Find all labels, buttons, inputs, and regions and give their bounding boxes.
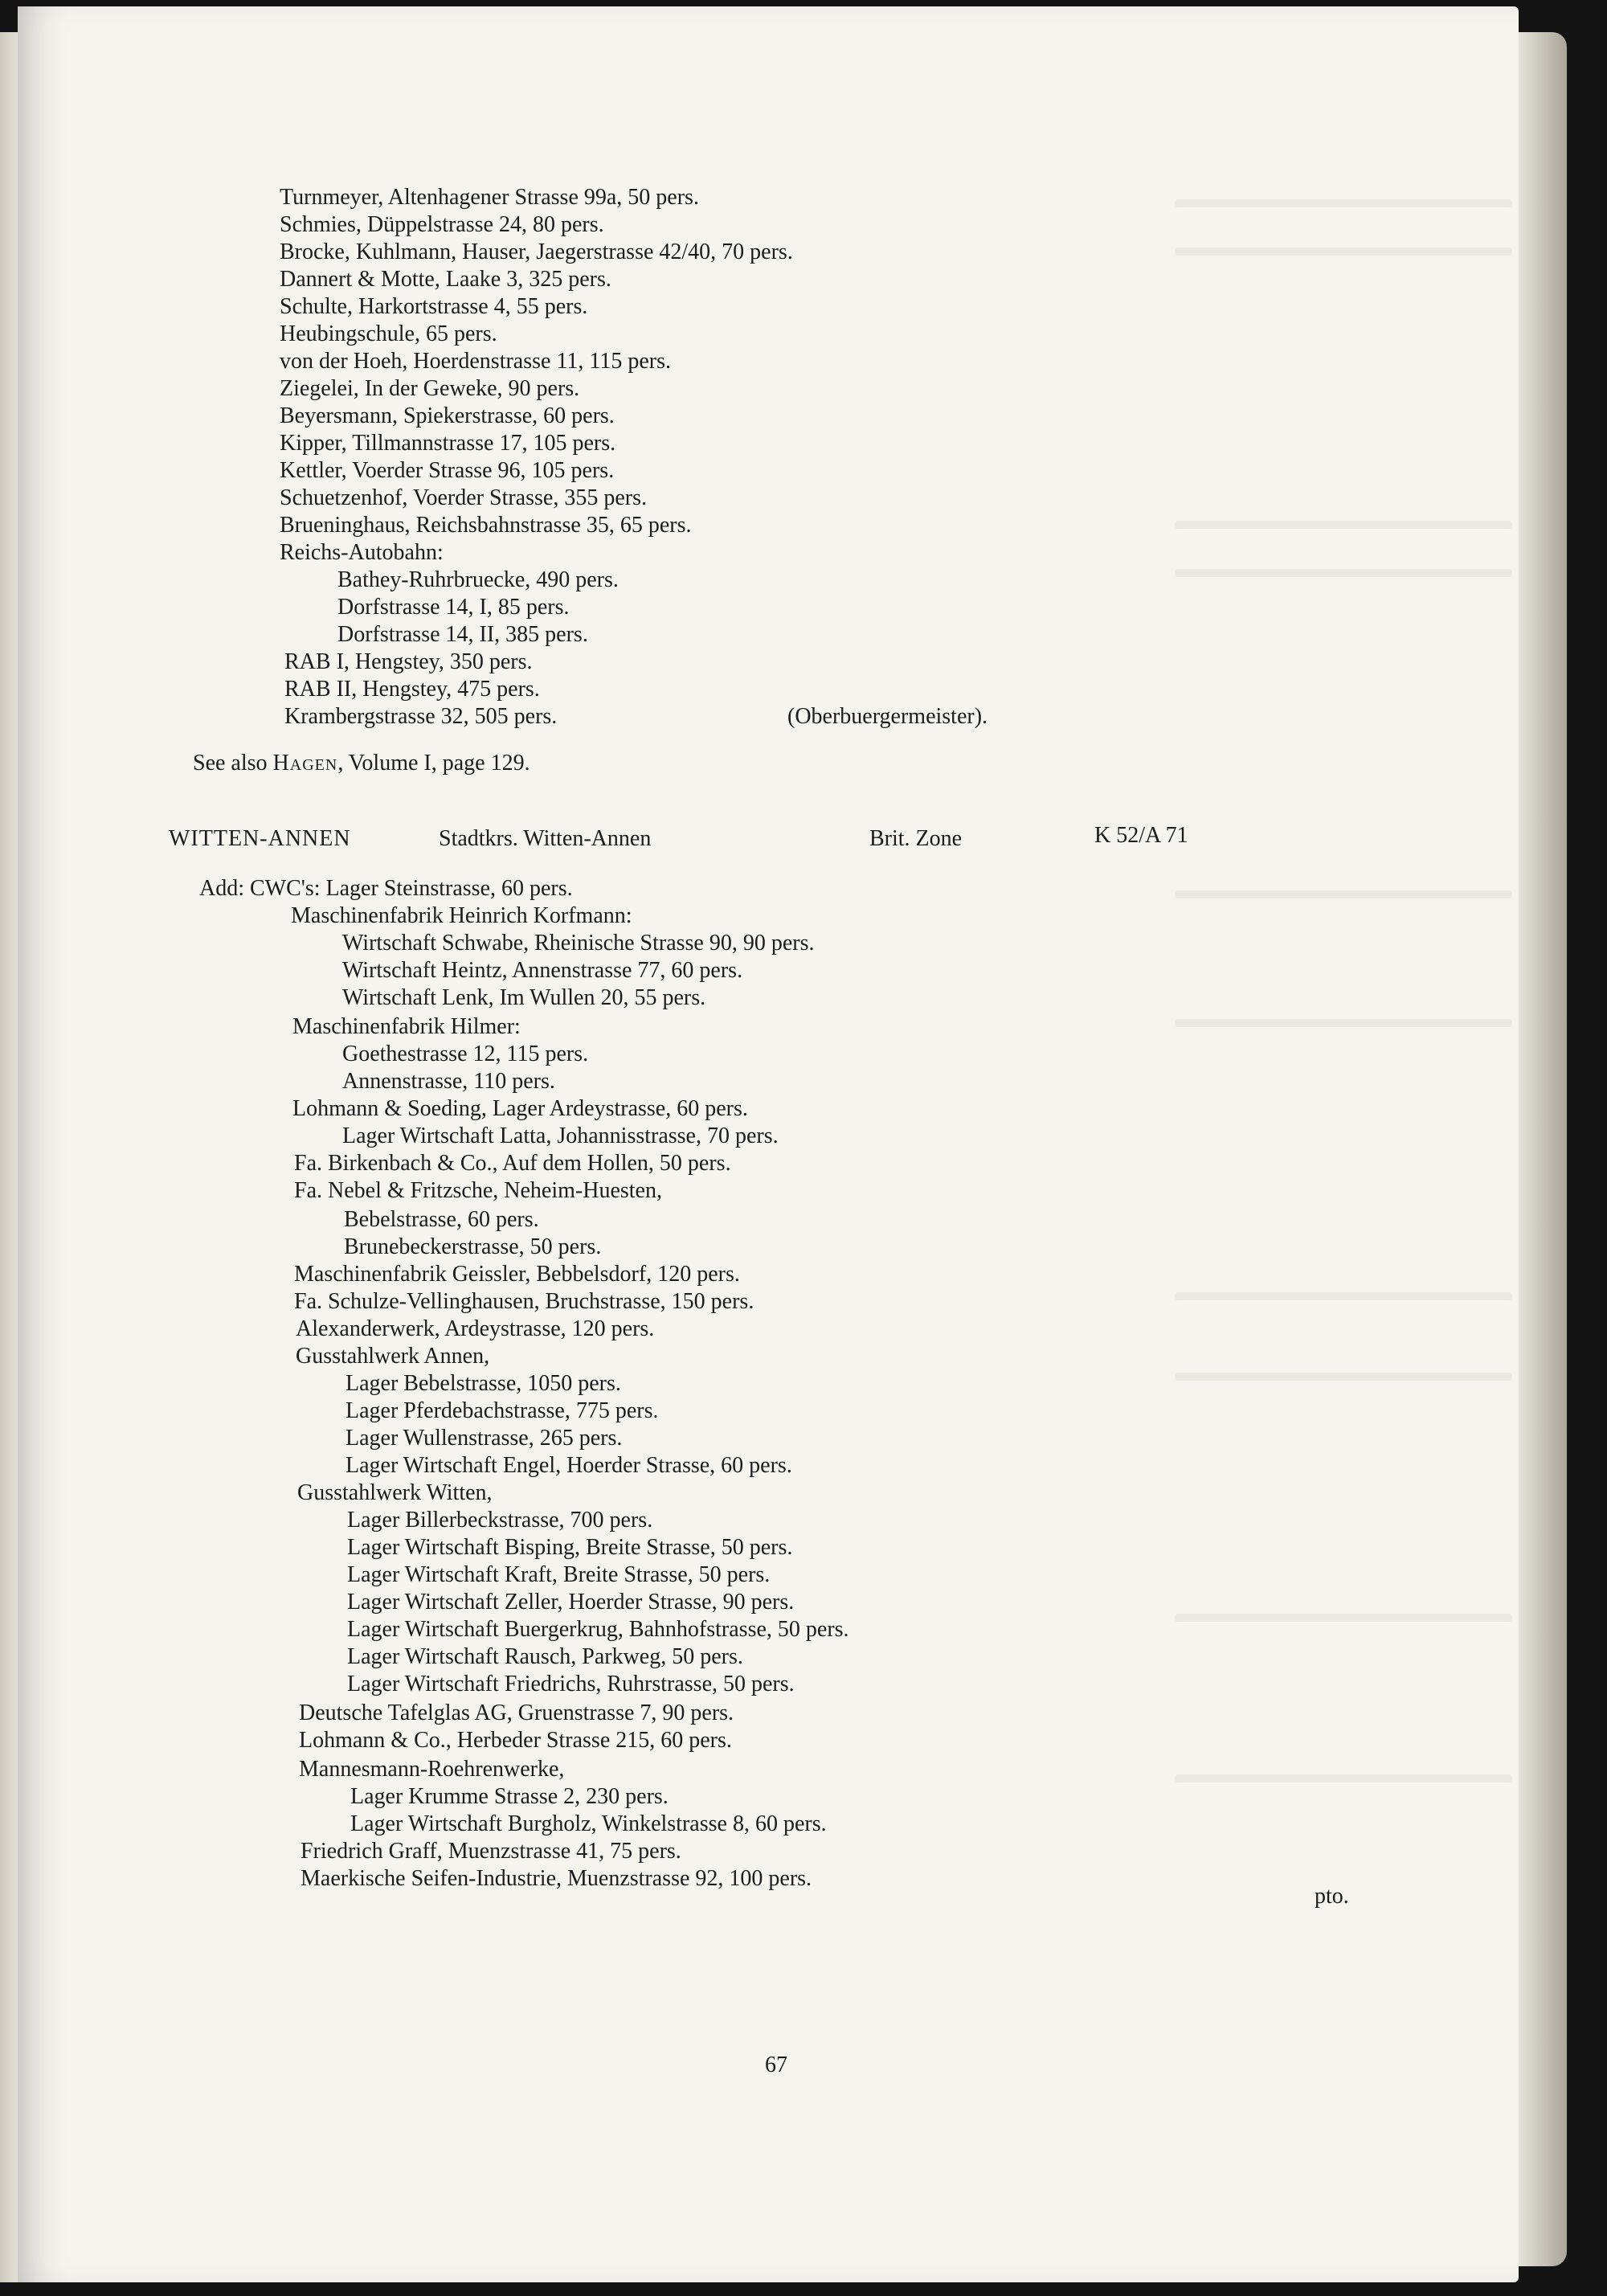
entry-line: Lager Wullenstrasse, 265 pers. — [346, 1426, 623, 1451]
entry-line: Lager Wirtschaft Kraft, Breite Strasse, 50 pers. — [347, 1562, 771, 1587]
entry-line: Ziegelei, In der Geweke, 90 pers. — [280, 376, 580, 401]
entry-line: Wirtschaft Schwabe, Rheinische Strasse 90, 90 pers. — [342, 931, 815, 956]
entry-line: Friedrich Graff, Muenzstrasse 41, 75 pers. — [301, 1839, 681, 1864]
entry-line: Brunebeckerstrasse, 50 pers. — [344, 1234, 602, 1259]
entry-line: Fa. Nebel & Fritzsche, Neheim-Huesten, — [294, 1178, 662, 1203]
entry-line: Kipper, Tillmannstrasse 17, 105 pers. — [280, 431, 616, 456]
pto-note: pto. — [1315, 1884, 1349, 1909]
page-number: 67 — [765, 2052, 787, 2077]
entry-line: Lohmann & Soeding, Lager Ardeystrasse, 60 pers. — [292, 1096, 748, 1121]
section-district: Stadtkrs. Witten-Annen — [439, 826, 652, 851]
entry-line: RAB I, Hengstey, 350 pers. — [284, 649, 533, 674]
entry-line: Annenstrasse, 110 pers. — [342, 1069, 555, 1094]
entry-line: Brueninghaus, Reichsbahnstrasse 35, 65 pers. — [280, 513, 692, 538]
see-also-note — [193, 751, 530, 776]
see-also-suffix: , Volume I, page 129. — [337, 751, 530, 776]
section-ref: K 52/A 71 — [1094, 823, 1188, 848]
entry-line: Goethestrasse 12, 115 pers. — [342, 1042, 589, 1066]
see-also-place: Hagen — [272, 751, 338, 776]
entry-line: Deutsche Tafelglas AG, Gruenstrasse 7, 90 pers. — [299, 1701, 734, 1725]
entry-line: Brocke, Kuhlmann, Hauser, Jaegerstrasse 42/40, 70 pers. — [280, 239, 793, 264]
entry-line: Lager Wirtschaft Engel, Hoerder Strasse, 60 pers. — [346, 1453, 792, 1478]
entry-line: Schulte, Harkortstrasse 4, 55 pers. — [280, 294, 588, 319]
entry-line: Maschinenfabrik Geissler, Bebbelsdorf, 120 pers. — [294, 1262, 740, 1287]
entry-line: von der Hoeh, Hoerdenstrasse 11, 115 pers. — [280, 349, 672, 374]
entry-line: Lager Wirtschaft Buergerkrug, Bahnhofstrasse, 50 pers. — [347, 1617, 849, 1642]
entry-line: Lager Krumme Strasse 2, 230 pers. — [350, 1784, 669, 1809]
see-also-prefix: See also — [193, 751, 273, 776]
entry-line: Lohmann & Co., Herbeder Strasse 215, 60 pers. — [299, 1728, 732, 1753]
entry-line: Gusstahlwerk Annen, — [296, 1344, 490, 1369]
entry-line: Maschinenfabrik Hilmer: — [292, 1014, 521, 1039]
entry-line: Turnmeyer, Altenhagener Strasse 99a, 50 pers. — [280, 185, 699, 210]
entry-line: Wirtschaft Lenk, Im Wullen 20, 55 pers. — [342, 985, 706, 1010]
entry-line: Dannert & Motte, Laake 3, 325 pers. — [280, 267, 611, 292]
entry-line: Gusstahlwerk Witten, — [297, 1480, 493, 1505]
entry-line: Lager Wirtschaft Friedrichs, Ruhrstrasse, 50 pers. — [347, 1672, 795, 1696]
entry-line: Bebelstrasse, 60 pers. — [344, 1207, 539, 1232]
entry-line: Reichs-Autobahn: — [280, 540, 444, 565]
entry-line: Dorfstrasse 14, II, 385 pers. — [337, 622, 588, 647]
entry-line: Lager Pferdebachstrasse, 775 pers. — [346, 1398, 659, 1423]
entry-line: Lager Billerbeckstrasse, 700 pers. — [347, 1508, 653, 1533]
entry-line: Lager Wirtschaft Zeller, Hoerder Strasse, 90 pers. — [347, 1590, 795, 1615]
entry-line: Dorfstrasse 14, I, 85 pers. — [337, 595, 570, 620]
entry-line: Mannesmann-Roehrenwerke, — [299, 1757, 565, 1782]
entry-line: Schmies, Düppelstrasse 24, 80 pers. — [280, 212, 604, 237]
entry-line: RAB II, Hengstey, 475 pers. — [284, 677, 540, 702]
entry-line: Schuetzenhof, Voerder Strasse, 355 pers. — [280, 485, 647, 510]
entry-line: Add: CWC's: Lager Steinstrasse, 60 pers. — [199, 876, 573, 901]
entry-line: Lager Wirtschaft Burgholz, Winkelstrasse 8, 60 pers. — [350, 1811, 827, 1836]
entry-line: Lager Wirtschaft Bisping, Breite Strasse, 50 pers. — [347, 1535, 793, 1560]
entry-line: Heubingschule, 65 pers. — [280, 321, 497, 346]
entry-line: Lager Wirtschaft Latta, Johannisstrasse, 70 pers. — [342, 1123, 779, 1148]
entry-line: Alexanderwerk, Ardeystrasse, 120 pers. — [296, 1316, 655, 1341]
entry-line: Maschinenfabrik Heinrich Korfmann: — [291, 903, 632, 928]
entry-line: Wirtschaft Heintz, Annenstrasse 77, 60 pers. — [342, 958, 743, 983]
section-zone: Brit. Zone — [869, 826, 963, 851]
entry-line: Kettler, Voerder Strasse 96, 105 pers. — [280, 458, 615, 483]
entry-line: Krambergstrasse 32, 505 pers. — [284, 704, 558, 729]
entry-line: Fa. Birkenbach & Co., Auf dem Hollen, 50 pers. — [294, 1151, 731, 1176]
section-place: WITTEN-ANNEN — [169, 826, 351, 851]
entry-line: Bathey-Ruhrbruecke, 490 pers. — [337, 567, 619, 592]
authority-note: (Oberbuergermeister). — [787, 704, 988, 729]
entry-line: Maerkische Seifen-Industrie, Muenzstrasse 92, 100 pers. — [301, 1866, 812, 1891]
entry-line: Beyersmann, Spiekerstrasse, 60 pers. — [280, 403, 615, 428]
entry-line: Lager Wirtschaft Rausch, Parkweg, 50 pers. — [347, 1644, 743, 1669]
entry-line: Lager Bebelstrasse, 1050 pers. — [346, 1371, 621, 1396]
entry-line: Fa. Schulze-Vellinghausen, Bruchstrasse, 150 pers. — [294, 1289, 754, 1314]
book-page — [18, 6, 1519, 2282]
